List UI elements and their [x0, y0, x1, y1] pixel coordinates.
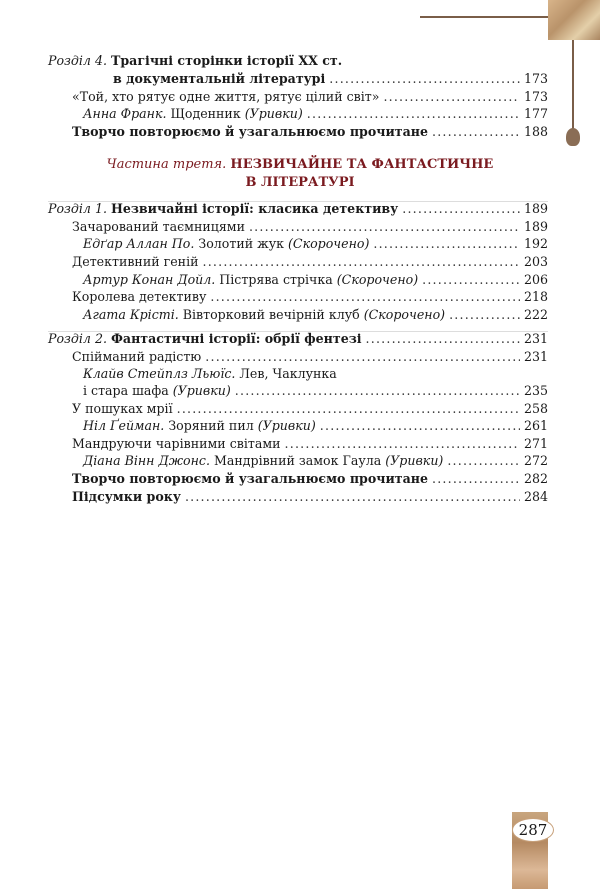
- toc-entry: [0, 400, 548, 418]
- toc-entry-text: Спійманий радістю: [72, 349, 202, 364]
- toc-page-number: 188: [523, 124, 548, 139]
- decorative-illustration-top: [548, 0, 600, 40]
- toc-entry: [0, 70, 548, 88]
- toc-entry-title: [72, 288, 206, 306]
- toc-page-number: 272: [523, 453, 548, 468]
- toc-page-number: 192: [523, 236, 548, 251]
- toc-page-number: 203: [523, 254, 548, 269]
- toc-page-number: 206: [523, 272, 548, 287]
- toc-page-number: 173: [523, 89, 548, 104]
- toc-entry-title: [72, 218, 245, 236]
- ornament-line-icon: [420, 16, 548, 18]
- toc-entry-title: [48, 330, 362, 348]
- toc-entry-title: [72, 88, 379, 106]
- toc-entry-title: [83, 306, 445, 324]
- divider: [48, 201, 548, 202]
- part-title-line2: В ЛІТЕРАТУРІ: [245, 175, 355, 190]
- dot-leader: [210, 288, 520, 306]
- toc-entry-text: (Уривки): [257, 418, 316, 433]
- toc-page-number: 271: [523, 436, 548, 451]
- toc-entry-text: Незвичайні історії: класика детективу: [110, 201, 399, 216]
- toc-entry-text: (Уривки): [244, 106, 303, 121]
- toc-entry-text: Розділ 2.: [48, 331, 111, 346]
- toc-entry-text: (Уривки): [172, 383, 231, 398]
- toc-entry-title: [48, 200, 398, 218]
- toc-entry-text: Зачарований таємницями: [72, 219, 245, 234]
- toc-entry-title: [72, 488, 181, 506]
- toc-entry-text: Зоряний пил: [164, 418, 258, 433]
- dot-leader: [329, 70, 520, 88]
- dot-leader: [249, 218, 520, 236]
- toc-entry-title: [83, 271, 418, 289]
- ornament-pendant-icon: [572, 40, 574, 130]
- toc-entry-text: Ніл Ґейман.: [83, 418, 165, 433]
- toc-page-number: 189: [523, 201, 548, 216]
- dot-leader: [402, 200, 520, 218]
- toc-entry-text: Творчо повторюємо й узагальнюємо прочитане: [72, 471, 429, 486]
- toc-entry-text: Анна Франк.: [83, 106, 167, 121]
- dot-leader: [366, 330, 520, 348]
- toc-entry-text: Підсумки року: [72, 489, 181, 504]
- toc-entry-title: [83, 105, 303, 123]
- toc-entry-text: Розділ 4.: [48, 53, 111, 68]
- dot-leader: [383, 88, 520, 106]
- toc-page-number: 231: [523, 331, 548, 346]
- toc-entry-title: [72, 400, 173, 418]
- toc-entry-text: Королева детективу: [72, 289, 207, 304]
- toc-entry-title: [83, 452, 443, 470]
- toc-entry-title: [72, 470, 428, 488]
- toc-entry: [0, 488, 548, 506]
- dot-leader: [285, 435, 520, 453]
- toc-entry-text: Едґар Аллан По.: [83, 236, 195, 251]
- toc-entry-text: Артур Конан Дойл.: [83, 272, 216, 287]
- dot-leader: [205, 348, 520, 366]
- toc-entry-text: Щоденник: [166, 106, 245, 121]
- toc-entry-text: Мандруючи чарівними світами: [72, 436, 281, 451]
- toc-entry-title: [72, 435, 281, 453]
- toc-entry: [0, 235, 548, 253]
- toc-entry: [0, 348, 548, 366]
- toc-page-number: 177: [523, 106, 548, 121]
- toc-entry-text: (Скорочено): [336, 272, 419, 287]
- dot-leader: [373, 235, 520, 253]
- toc-entry-text: Розділ 1.: [48, 201, 111, 216]
- toc-entry: [0, 105, 548, 123]
- toc-page-number: 218: [523, 289, 548, 304]
- dot-leader: [422, 271, 520, 289]
- toc-entry-title: [83, 382, 231, 400]
- toc-entry-text: (Уривки): [385, 453, 444, 468]
- toc-entry-title: [83, 417, 316, 435]
- toc-page-number: 235: [523, 383, 548, 398]
- ornament-bud-icon: [566, 128, 580, 146]
- toc-entry-text: Агата Крісті.: [83, 307, 179, 322]
- toc-entry-title: [83, 365, 337, 383]
- part-three-heading: [0, 156, 600, 174]
- toc-entry: [0, 306, 548, 324]
- toc-entry-text: Пістрява стрічка: [215, 272, 337, 287]
- toc-entry-text: (Скорочено): [363, 307, 446, 322]
- toc-entry-text: Фантастичні історії: обрії фентезі: [110, 331, 362, 346]
- toc-entry: [0, 123, 548, 141]
- toc-entry: [0, 253, 548, 271]
- toc-entry: [0, 417, 548, 435]
- toc-entry-text: Творчо повторюємо й узагальнюємо прочитане: [72, 124, 429, 139]
- toc-page-number: 189: [523, 219, 548, 234]
- toc-entry-text: Детективний геній: [72, 254, 199, 269]
- dot-leader: [185, 488, 520, 506]
- toc-entry-title: [113, 70, 325, 88]
- toc-entry-text: Діана Вінн Джонс.: [83, 453, 210, 468]
- toc-entry-text: Золотий жук: [194, 236, 289, 251]
- toc-entry-title: [83, 235, 369, 253]
- toc-page-number: 173: [523, 71, 548, 86]
- dot-leader: [449, 306, 520, 324]
- dot-leader: [203, 253, 520, 271]
- toc-entry: [0, 365, 548, 383]
- toc-entry-title: [72, 348, 201, 366]
- toc-entry-text: Вівторковий вечірній клуб: [178, 307, 364, 322]
- toc-entry: [0, 271, 548, 289]
- toc-entry-text: Трагічні сторінки історії XX ст.: [110, 53, 343, 68]
- toc-entry-title: [72, 123, 428, 141]
- toc-entry: [0, 435, 548, 453]
- dot-leader: [447, 452, 520, 470]
- toc-entry: [0, 330, 548, 348]
- toc-entry-text: в документальній літературі: [113, 71, 326, 86]
- toc-entry: [0, 452, 548, 470]
- toc-page-number: 231: [523, 349, 548, 364]
- divider: [48, 331, 548, 332]
- toc-page-number: 258: [523, 401, 548, 416]
- part-title-line1: НЕЗВИЧАЙНЕ ТА ФАНТАСТИЧНЕ: [230, 157, 494, 172]
- toc-entry: [0, 88, 548, 106]
- toc-entry-title: [48, 52, 342, 70]
- toc-entry-text: і стара шафа: [83, 383, 173, 398]
- toc-entry: [0, 52, 548, 70]
- toc-entry: [0, 218, 548, 236]
- dot-leader: [307, 105, 520, 123]
- toc-entry-text: Клайв Стейплз Льюїс.: [83, 366, 236, 381]
- toc-entry: [0, 288, 548, 306]
- toc-page-number: 284: [523, 489, 548, 504]
- toc-entry-text: Мандрівний замок Гаула: [209, 453, 386, 468]
- dot-leader: [432, 123, 520, 141]
- toc-entry-text: «Той, хто рятує одне життя, рятує цілий світ»: [72, 89, 380, 104]
- dot-leader: [177, 400, 520, 418]
- toc-page-number: 261: [523, 418, 548, 433]
- toc-entry-text: (Скорочено): [288, 236, 370, 251]
- toc-page-number: 282: [523, 471, 548, 486]
- toc-entry-title: [72, 253, 199, 271]
- dot-leader: [320, 417, 520, 435]
- toc-entry: [0, 382, 548, 400]
- toc-entry: [0, 200, 548, 218]
- toc-entry: [0, 470, 548, 488]
- toc-page-number: 222: [523, 307, 548, 322]
- page-number: 287: [512, 818, 554, 842]
- dot-leader: [432, 470, 520, 488]
- part-prefix: Частина третя.: [106, 157, 231, 172]
- dot-leader: [235, 382, 520, 400]
- toc-entry-text: Лев, Чаклунка: [235, 366, 337, 381]
- toc-entry-text: У пошуках мрії: [72, 401, 173, 416]
